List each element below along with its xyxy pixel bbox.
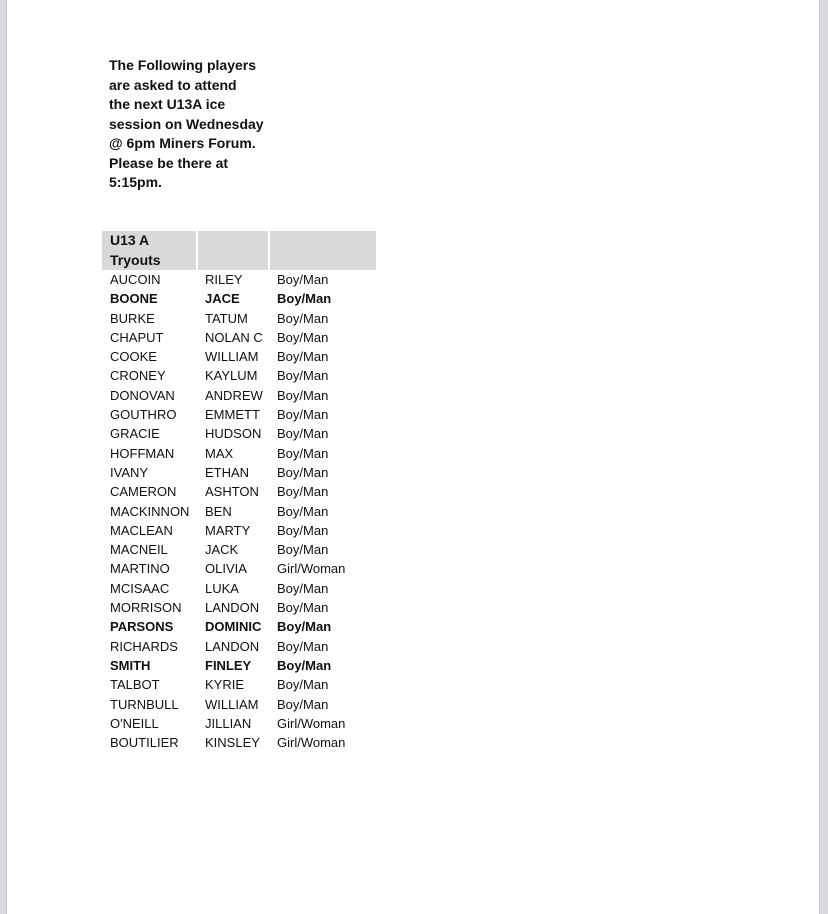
- first-name-cell: JILLIAN: [205, 715, 252, 731]
- table-row: [102, 405, 376, 424]
- first-name-cell: NOLAN C: [205, 329, 263, 345]
- table-row: [102, 366, 376, 385]
- gender-cell: Boy/Man: [277, 329, 329, 345]
- gender-cell: Girl/Woman: [277, 735, 346, 751]
- last-name-cell: MACLEAN: [110, 522, 173, 538]
- first-name-cell: ETHAN: [205, 464, 250, 480]
- gender-cell: Boy/Man: [277, 619, 332, 635]
- first-name-cell: MARTY: [205, 522, 251, 538]
- table-row: [102, 579, 376, 598]
- table-row: [102, 328, 376, 347]
- first-name-cell: JACK: [205, 542, 239, 558]
- last-name-cell: MACKINNON: [110, 503, 190, 519]
- table-row: [102, 463, 376, 482]
- table-row: [102, 695, 376, 714]
- gender-cell: Boy/Man: [277, 407, 329, 423]
- last-name-cell: CHAPUT: [110, 329, 164, 345]
- last-name-cell: CRONEY: [110, 368, 166, 384]
- gender-cell: Boy/Man: [277, 503, 329, 519]
- first-name-cell: FINLEY: [205, 657, 252, 673]
- table-body: [102, 270, 376, 752]
- notice-line: Please be there at: [109, 154, 229, 171]
- table-row: [102, 617, 376, 636]
- notice-line: session on Wednesday: [109, 115, 264, 132]
- gender-cell: Boy/Man: [277, 580, 329, 596]
- first-name-cell: JACE: [205, 291, 240, 307]
- first-name-cell: TATUM: [205, 310, 248, 326]
- first-name-cell: KINSLEY: [205, 735, 260, 751]
- notice-line: 5:15pm.: [109, 174, 162, 190]
- last-name-cell: PARSONS: [110, 619, 174, 635]
- table-header-cell: [197, 231, 269, 270]
- gender-cell: Boy/Man: [277, 600, 329, 616]
- gender-cell: Boy/Man: [277, 657, 332, 673]
- last-name-cell: MARTINO: [110, 561, 170, 577]
- last-name-cell: IVANY: [110, 464, 149, 480]
- last-name-cell: MACNEIL: [110, 542, 168, 558]
- gender-cell: Boy/Man: [277, 464, 329, 480]
- gender-cell: Boy/Man: [277, 542, 329, 558]
- document-page: [6, 0, 820, 914]
- gender-cell: Boy/Man: [277, 387, 329, 403]
- gender-cell: Boy/Man: [277, 426, 329, 442]
- first-name-cell: KAYLUM: [205, 368, 258, 384]
- gender-cell: Girl/Woman: [277, 561, 346, 577]
- last-name-cell: BURKE: [110, 310, 155, 326]
- last-name-cell: BOONE: [110, 291, 158, 307]
- table-row: [102, 386, 376, 405]
- gender-cell: Boy/Man: [277, 310, 329, 326]
- table-row: [102, 733, 376, 752]
- first-name-cell: ANDREW: [205, 387, 263, 403]
- table-row: [102, 270, 376, 289]
- first-name-cell: HUDSON: [205, 426, 262, 442]
- gender-cell: Boy/Man: [277, 522, 329, 538]
- gender-cell: Girl/Woman: [277, 715, 346, 731]
- table-row: [102, 637, 376, 656]
- first-name-cell: DOMINIC: [205, 619, 262, 635]
- last-name-cell: BOUTILIER: [110, 735, 179, 751]
- gender-cell: Boy/Man: [277, 484, 329, 500]
- first-name-cell: OLIVIA: [205, 561, 247, 577]
- gender-cell: Boy/Man: [277, 349, 329, 365]
- notice-line: The Following players: [109, 57, 257, 73]
- gender-cell: Boy/Man: [277, 638, 329, 654]
- last-name-cell: CAMERON: [110, 484, 177, 500]
- table-row: [102, 540, 376, 559]
- last-name-cell: TALBOT: [110, 677, 160, 693]
- tryouts-table: [102, 231, 376, 752]
- gender-cell: Boy/Man: [277, 677, 329, 693]
- table-row: [102, 598, 376, 617]
- first-name-cell: KYRIE: [205, 677, 245, 693]
- gender-cell: Boy/Man: [277, 291, 332, 307]
- first-name-cell: WILLIAM: [205, 696, 259, 712]
- table-row: [102, 714, 376, 733]
- first-name-cell: LANDON: [205, 600, 260, 616]
- table-header-row: [102, 231, 376, 270]
- table-row: [102, 482, 376, 501]
- last-name-cell: DONOVAN: [110, 387, 175, 403]
- table-row: [102, 559, 376, 578]
- last-name-cell: TURNBULL: [110, 696, 179, 712]
- table-header-cell: [269, 231, 376, 270]
- first-name-cell: MAX: [205, 445, 234, 461]
- table-header-label: U13 A Tryouts: [110, 232, 161, 268]
- last-name-cell: COOKE: [110, 349, 157, 365]
- gender-cell: Boy/Man: [277, 445, 329, 461]
- first-name-cell: RILEY: [205, 272, 243, 287]
- table-row: [102, 424, 376, 443]
- first-name-cell: WILLIAM: [205, 349, 259, 365]
- notice-text: [109, 56, 279, 193]
- notice-line: are asked to attend: [109, 76, 237, 93]
- last-name-cell: MCISAAC: [110, 580, 170, 596]
- first-name-cell: ASHTON: [205, 484, 259, 500]
- table-row: [102, 309, 376, 328]
- first-name-cell: BEN: [205, 503, 232, 519]
- notice-line: the next U13A ice: [109, 96, 226, 112]
- table-row: [102, 675, 376, 694]
- last-name-cell: RICHARDS: [110, 638, 178, 654]
- table-row: [102, 521, 376, 540]
- gender-cell: Boy/Man: [277, 696, 329, 712]
- last-name-cell: GOUTHRO: [110, 407, 177, 423]
- last-name-cell: GRACIE: [110, 426, 160, 442]
- table-row: [102, 502, 376, 521]
- gender-cell: Boy/Man: [277, 368, 329, 384]
- table-row: [102, 347, 376, 366]
- gender-cell: Boy/Man: [277, 272, 329, 287]
- table-row: [102, 656, 376, 675]
- table-header-title: [102, 231, 197, 270]
- first-name-cell: LANDON: [205, 638, 260, 654]
- notice-line: @ 6pm Miners Forum.: [109, 135, 256, 151]
- last-name-cell: MORRISON: [110, 600, 182, 616]
- table-row: [102, 444, 376, 463]
- last-name-cell: HOFFMAN: [110, 445, 175, 461]
- table-row: [102, 289, 376, 308]
- first-name-cell: LUKA: [205, 580, 239, 596]
- first-name-cell: EMMETT: [205, 407, 260, 423]
- last-name-cell: SMITH: [110, 657, 151, 673]
- last-name-cell: AUCOIN: [110, 272, 161, 287]
- last-name-cell: O'NEILL: [110, 715, 159, 731]
